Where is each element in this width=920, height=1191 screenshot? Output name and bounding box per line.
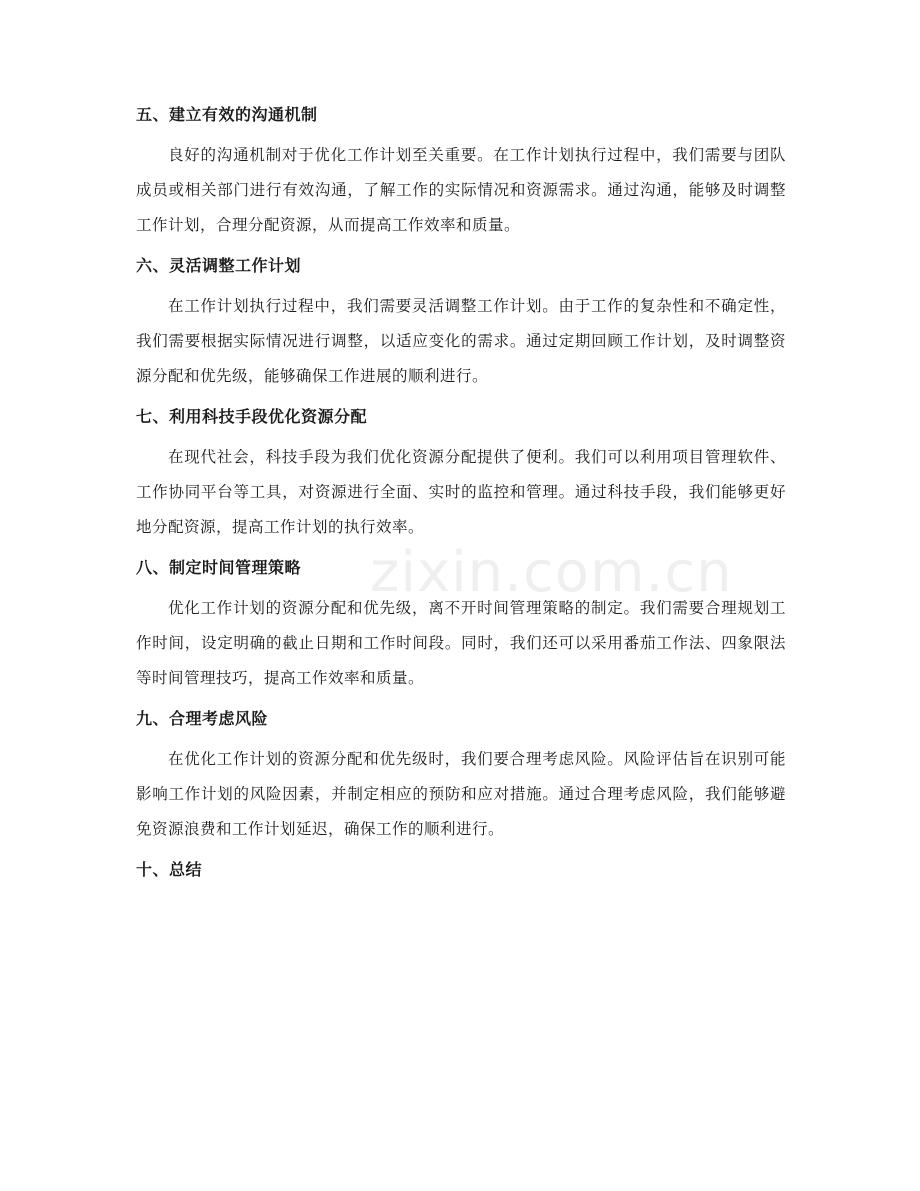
section-heading: 九、合理考虑风险 — [136, 709, 269, 728]
section-paragraph: 良好的沟通机制对于优化工作计划至关重要。在工作计划执行过程中，我们需要与团队成员或相关部门进行有效沟通，了解工作的实际情况和资源需求。通过沟通，能够及时调整工作计划，合理分配资源，从而提高工作效率和质量。 — [136, 146, 786, 234]
section-paragraph: 优化工作计划的资源分配和优先级，离不开时间管理策略的制定。我们需要合理规划工作时间，设定明确的截止日期和工作时间段。同时，我们还可以采用番茄工作法、四象限法等时间管理技巧，提高工作效率和质量。 — [136, 599, 786, 687]
section-heading: 七、利用科技手段优化资源分配 — [136, 407, 368, 426]
section-heading: 六、灵活调整工作计划 — [136, 256, 302, 275]
section-heading: 五、建立有效的沟通机制 — [136, 105, 318, 124]
watermark: zixin.com.cn — [370, 540, 733, 605]
section-heading: 十、总结 — [136, 860, 203, 879]
section-summary — [136, 859, 786, 881]
section-paragraph: 在工作计划执行过程中，我们需要灵活调整工作计划。由于工作的复杂性和不确定性，我们需要根据实际情况进行调整，以适应变化的需求。通过定期回顾工作计划，及时调整资源分配和优先级，能够确保工作进展的顺利进行。 — [136, 297, 786, 385]
section-time-management — [136, 557, 786, 696]
section-paragraph: 在现代社会，科技手段为我们优化资源分配提供了便利。我们可以利用项目管理软件、工作协同平台等工具，对资源进行全面、实时的监控和管理。通过科技手段，我们能够更好地分配资源，提高工作计划的执行效率。 — [136, 448, 786, 536]
section-flexible-adjustment — [136, 255, 786, 394]
section-risk — [136, 708, 786, 847]
section-heading: 八、制定时间管理策略 — [136, 558, 302, 577]
section-communication — [136, 104, 786, 243]
section-paragraph: 在优化工作计划的资源分配和优先级时，我们要合理考虑风险。风险评估旨在识别可能影响工作计划的风险因素，并制定相应的预防和应对措施。通过合理考虑风险，我们能够避免资源浪费和工作计划延迟，确保工作的顺利进行。 — [136, 750, 786, 838]
section-technology — [136, 406, 786, 545]
document-content — [136, 104, 786, 881]
